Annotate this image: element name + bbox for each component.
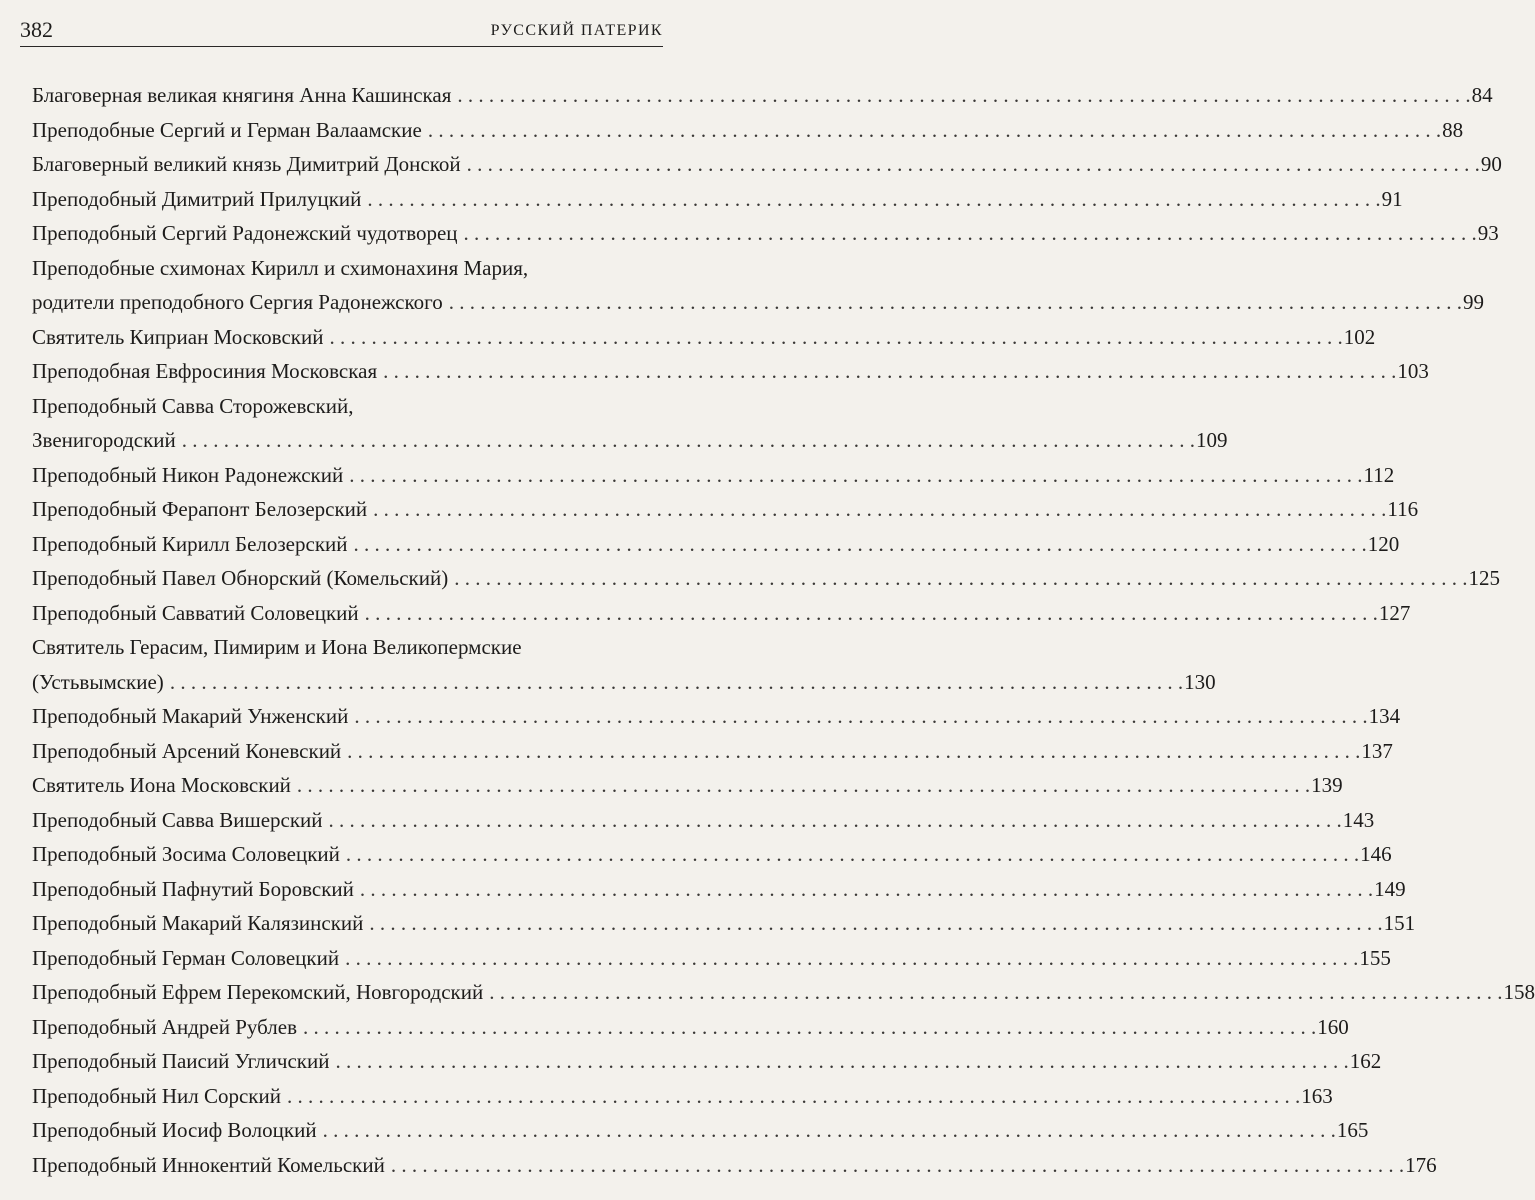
toc-entry-line	[32, 1010, 1349, 1045]
toc-entry-page-number: 127	[1378, 600, 1411, 625]
toc-entry	[32, 630, 1216, 699]
toc-entry-line	[32, 1079, 1333, 1114]
dot-leader	[176, 423, 1195, 458]
toc-entry	[32, 320, 1376, 355]
toc-entry	[32, 734, 1393, 769]
dot-leader	[291, 768, 1310, 803]
dot-leader	[385, 1148, 1404, 1183]
toc-entry	[32, 113, 1464, 148]
toc-entry-page-number: 165	[1336, 1118, 1369, 1142]
toc-entry-page-number: 120	[1367, 531, 1400, 556]
toc-entry-page-number: 93	[1477, 221, 1499, 245]
toc-entry-title: Преподобный Димитрий Прилуцкий	[32, 186, 362, 211]
toc-entry-page-number: 130	[1184, 669, 1216, 694]
toc-entry	[32, 527, 1400, 562]
dot-leader	[361, 182, 1380, 217]
toc-entry	[32, 837, 1392, 872]
toc-entry-page-number: 90	[1480, 152, 1502, 176]
dot-leader	[448, 561, 1467, 596]
toc-entry	[32, 492, 1419, 527]
toc-entry-page-number: 88	[1442, 117, 1464, 142]
toc-entry-title: Преподобный Ферапонт Белозерский	[32, 497, 368, 521]
toc-entry-page-number: 151	[1383, 911, 1416, 935]
dot-leader	[297, 1010, 1316, 1045]
dot-leader	[443, 285, 1462, 320]
toc-entry	[32, 1148, 1437, 1183]
toc-entry	[32, 216, 1499, 251]
toc-entry	[32, 1010, 1349, 1045]
toc-entry-page-number: 91	[1381, 186, 1403, 211]
dot-leader	[348, 527, 1367, 562]
toc-entry-line	[32, 492, 1419, 527]
toc-entry-title: Преподобный Зосима Соловецкий	[32, 842, 340, 866]
toc-entry-title: Преподобный Савва Вишерский	[32, 807, 323, 832]
dot-leader	[339, 941, 1358, 976]
toc-entry	[32, 768, 1343, 803]
toc-entry-line	[32, 665, 1216, 700]
dot-leader	[451, 78, 1470, 113]
toc-entry-title: Преподобный Арсений Коневский	[32, 738, 342, 763]
toc-entry-title-first-line: Преподобные схимонах Кирилл и схимонахиня Мария,	[32, 255, 529, 280]
toc-entry-line	[32, 320, 1376, 355]
toc-entry-title: Преподобный Макарий Унженский	[32, 704, 349, 728]
toc-entry	[32, 1079, 1333, 1114]
dot-leader	[341, 734, 1360, 769]
dot-leader	[323, 320, 1342, 355]
toc-entry-title: Святитель Иона Московский	[32, 773, 291, 797]
toc-entry-line	[32, 458, 1395, 493]
dot-leader	[317, 1113, 1336, 1148]
toc-entry	[32, 699, 1401, 734]
toc-entry-title: Благоверный великий князь Димитрий Донской	[32, 152, 461, 176]
toc-entry-line	[32, 768, 1343, 803]
toc-entry-title: Преподобный Макарий Калязинский	[32, 911, 364, 935]
toc-entry-line	[32, 113, 1464, 148]
toc-entry-line	[32, 596, 1411, 631]
toc-entry-line	[32, 872, 1406, 907]
toc-entry-page-number: 103	[1397, 359, 1429, 383]
toc-entry-line	[32, 1044, 1382, 1079]
toc-entry-title-first-line: Преподобный Савва Сторожевский,	[32, 393, 354, 418]
toc-entry-title: (Устьвымские)	[32, 669, 164, 694]
toc-entry-line	[32, 354, 1429, 389]
toc-entry-page-number: 143	[1342, 807, 1375, 832]
dot-leader	[281, 1079, 1300, 1114]
dot-leader	[458, 216, 1477, 251]
toc-entry-page-number: 116	[1387, 497, 1419, 521]
dot-leader	[354, 872, 1373, 907]
toc-entry-title: Преподобный Кирилл Белозерский	[32, 531, 348, 556]
dot-leader	[323, 803, 1342, 838]
toc-entry-page-number: 99	[1462, 290, 1484, 314]
toc-entry-line	[32, 78, 1493, 113]
toc-entry-line	[32, 1148, 1437, 1183]
dot-leader	[363, 906, 1382, 941]
toc-entry	[32, 596, 1411, 631]
toc-entry-page-number: 125	[1468, 566, 1500, 590]
toc-entry-title: Преподобный Герман Соловецкий	[32, 945, 340, 970]
toc-entry-line	[32, 561, 1500, 596]
toc-entry-line	[32, 906, 1416, 941]
toc-entry-title: Преподобный Иосиф Волоцкий	[32, 1118, 317, 1142]
toc-entry-line	[32, 941, 1391, 976]
toc-entry	[32, 975, 1535, 1010]
toc-entry-page-number: 112	[1363, 462, 1395, 487]
toc-entry-title: Преподобная Евфросиния Московская	[32, 359, 378, 383]
toc-entry-page-number: 162	[1349, 1049, 1382, 1073]
toc-entry-page-number: 84	[1471, 83, 1493, 107]
toc-entry-line	[32, 423, 1228, 458]
toc-entry	[32, 906, 1416, 941]
page-header	[20, 14, 663, 47]
running-head: РУССКИЙ ПАТЕРИК	[490, 22, 663, 39]
toc-entry	[32, 561, 1500, 596]
page-number: 382	[20, 17, 53, 42]
toc-entry-page-number: 137	[1361, 738, 1393, 763]
toc-entry-line	[32, 147, 1502, 182]
toc-entry-page-number: 163	[1301, 1083, 1333, 1108]
toc-entry-page-number: 155	[1359, 945, 1391, 970]
toc-entry	[32, 803, 1375, 838]
toc-entry-title: Преподобный Паисий Угличский	[32, 1049, 330, 1073]
toc-entry-title: Преподобный Павел Обнорский (Комельский)	[32, 566, 449, 590]
toc-entry-title: Преподобный Нил Сорский	[32, 1083, 281, 1108]
toc-entry	[32, 458, 1395, 493]
toc-entry-page-number: 149	[1374, 876, 1406, 901]
dot-leader	[483, 975, 1502, 1010]
dot-leader	[367, 492, 1386, 527]
toc-entry-title: Преподобный Никон Радонежский	[32, 462, 344, 487]
toc-entry	[32, 389, 1228, 458]
dot-leader	[343, 458, 1362, 493]
toc-entry-page-number: 158	[1503, 980, 1535, 1004]
dot-leader	[340, 837, 1359, 872]
toc-entry-line	[32, 1113, 1369, 1148]
toc-entry-line	[32, 699, 1401, 734]
toc-entry-line	[32, 734, 1393, 769]
toc-entry-line	[32, 216, 1499, 251]
toc-entry-title: Преподобные Сергий и Герман Валаамские	[32, 117, 422, 142]
toc-entry-title: Звенигородский	[32, 428, 176, 452]
dot-leader	[377, 354, 1396, 389]
dot-leader	[422, 113, 1441, 148]
toc-entry-page-number: 102	[1343, 324, 1376, 349]
toc-entry-page-number: 109	[1196, 428, 1228, 452]
toc-entry-line	[32, 285, 1484, 320]
toc-entry-title: Святитель Киприан Московский	[32, 324, 324, 349]
toc-entry	[32, 147, 1502, 182]
toc-entry-title: Преподобный Сергий Радонежский чудотворец	[32, 221, 458, 245]
toc-entry-page-number: 160	[1317, 1014, 1349, 1039]
toc-entry-page-number: 176	[1405, 1152, 1437, 1177]
toc-entry	[32, 182, 1403, 217]
toc-entry	[32, 941, 1391, 976]
toc-entry-page-number: 134	[1368, 704, 1401, 728]
dot-leader	[164, 665, 1183, 700]
toc-entry-title-first-line: Святитель Герасим, Пимирим и Иона Великопермские	[32, 635, 522, 659]
toc-entry-title: Преподобный Иннокентий Комельский	[32, 1152, 385, 1177]
toc-entry	[32, 78, 1493, 113]
toc-entry-title: Благоверная великая княгиня Анна Кашинская	[32, 83, 452, 107]
toc-entry-line	[32, 803, 1375, 838]
toc-entry-title: Преподобный Андрей Рублев	[32, 1014, 298, 1039]
toc-entry	[32, 1113, 1369, 1148]
toc-entry-line	[32, 975, 1535, 1010]
toc-entry-title: Преподобный Пафнутий Боровский	[32, 876, 354, 901]
toc-entry-line	[32, 182, 1403, 217]
toc-entry	[32, 872, 1406, 907]
table-of-contents	[32, 78, 1535, 1182]
toc-entry-line	[32, 837, 1392, 872]
toc-entry	[32, 1044, 1382, 1079]
toc-entry-title: родители преподобного Сергия Радонежского	[32, 290, 443, 314]
toc-entry-title: Преподобный Савватий Соловецкий	[32, 600, 359, 625]
dot-leader	[329, 1044, 1348, 1079]
toc-entry	[32, 354, 1429, 389]
dot-leader	[461, 147, 1480, 182]
toc-entry-page-number: 139	[1311, 773, 1343, 797]
toc-entry-title: Преподобный Ефрем Перекомский, Новгородский	[32, 980, 484, 1004]
dot-leader	[359, 596, 1378, 631]
toc-entry-line	[32, 527, 1400, 562]
toc-entry	[32, 251, 1484, 320]
dot-leader	[348, 699, 1367, 734]
toc-entry-page-number: 146	[1360, 842, 1392, 866]
